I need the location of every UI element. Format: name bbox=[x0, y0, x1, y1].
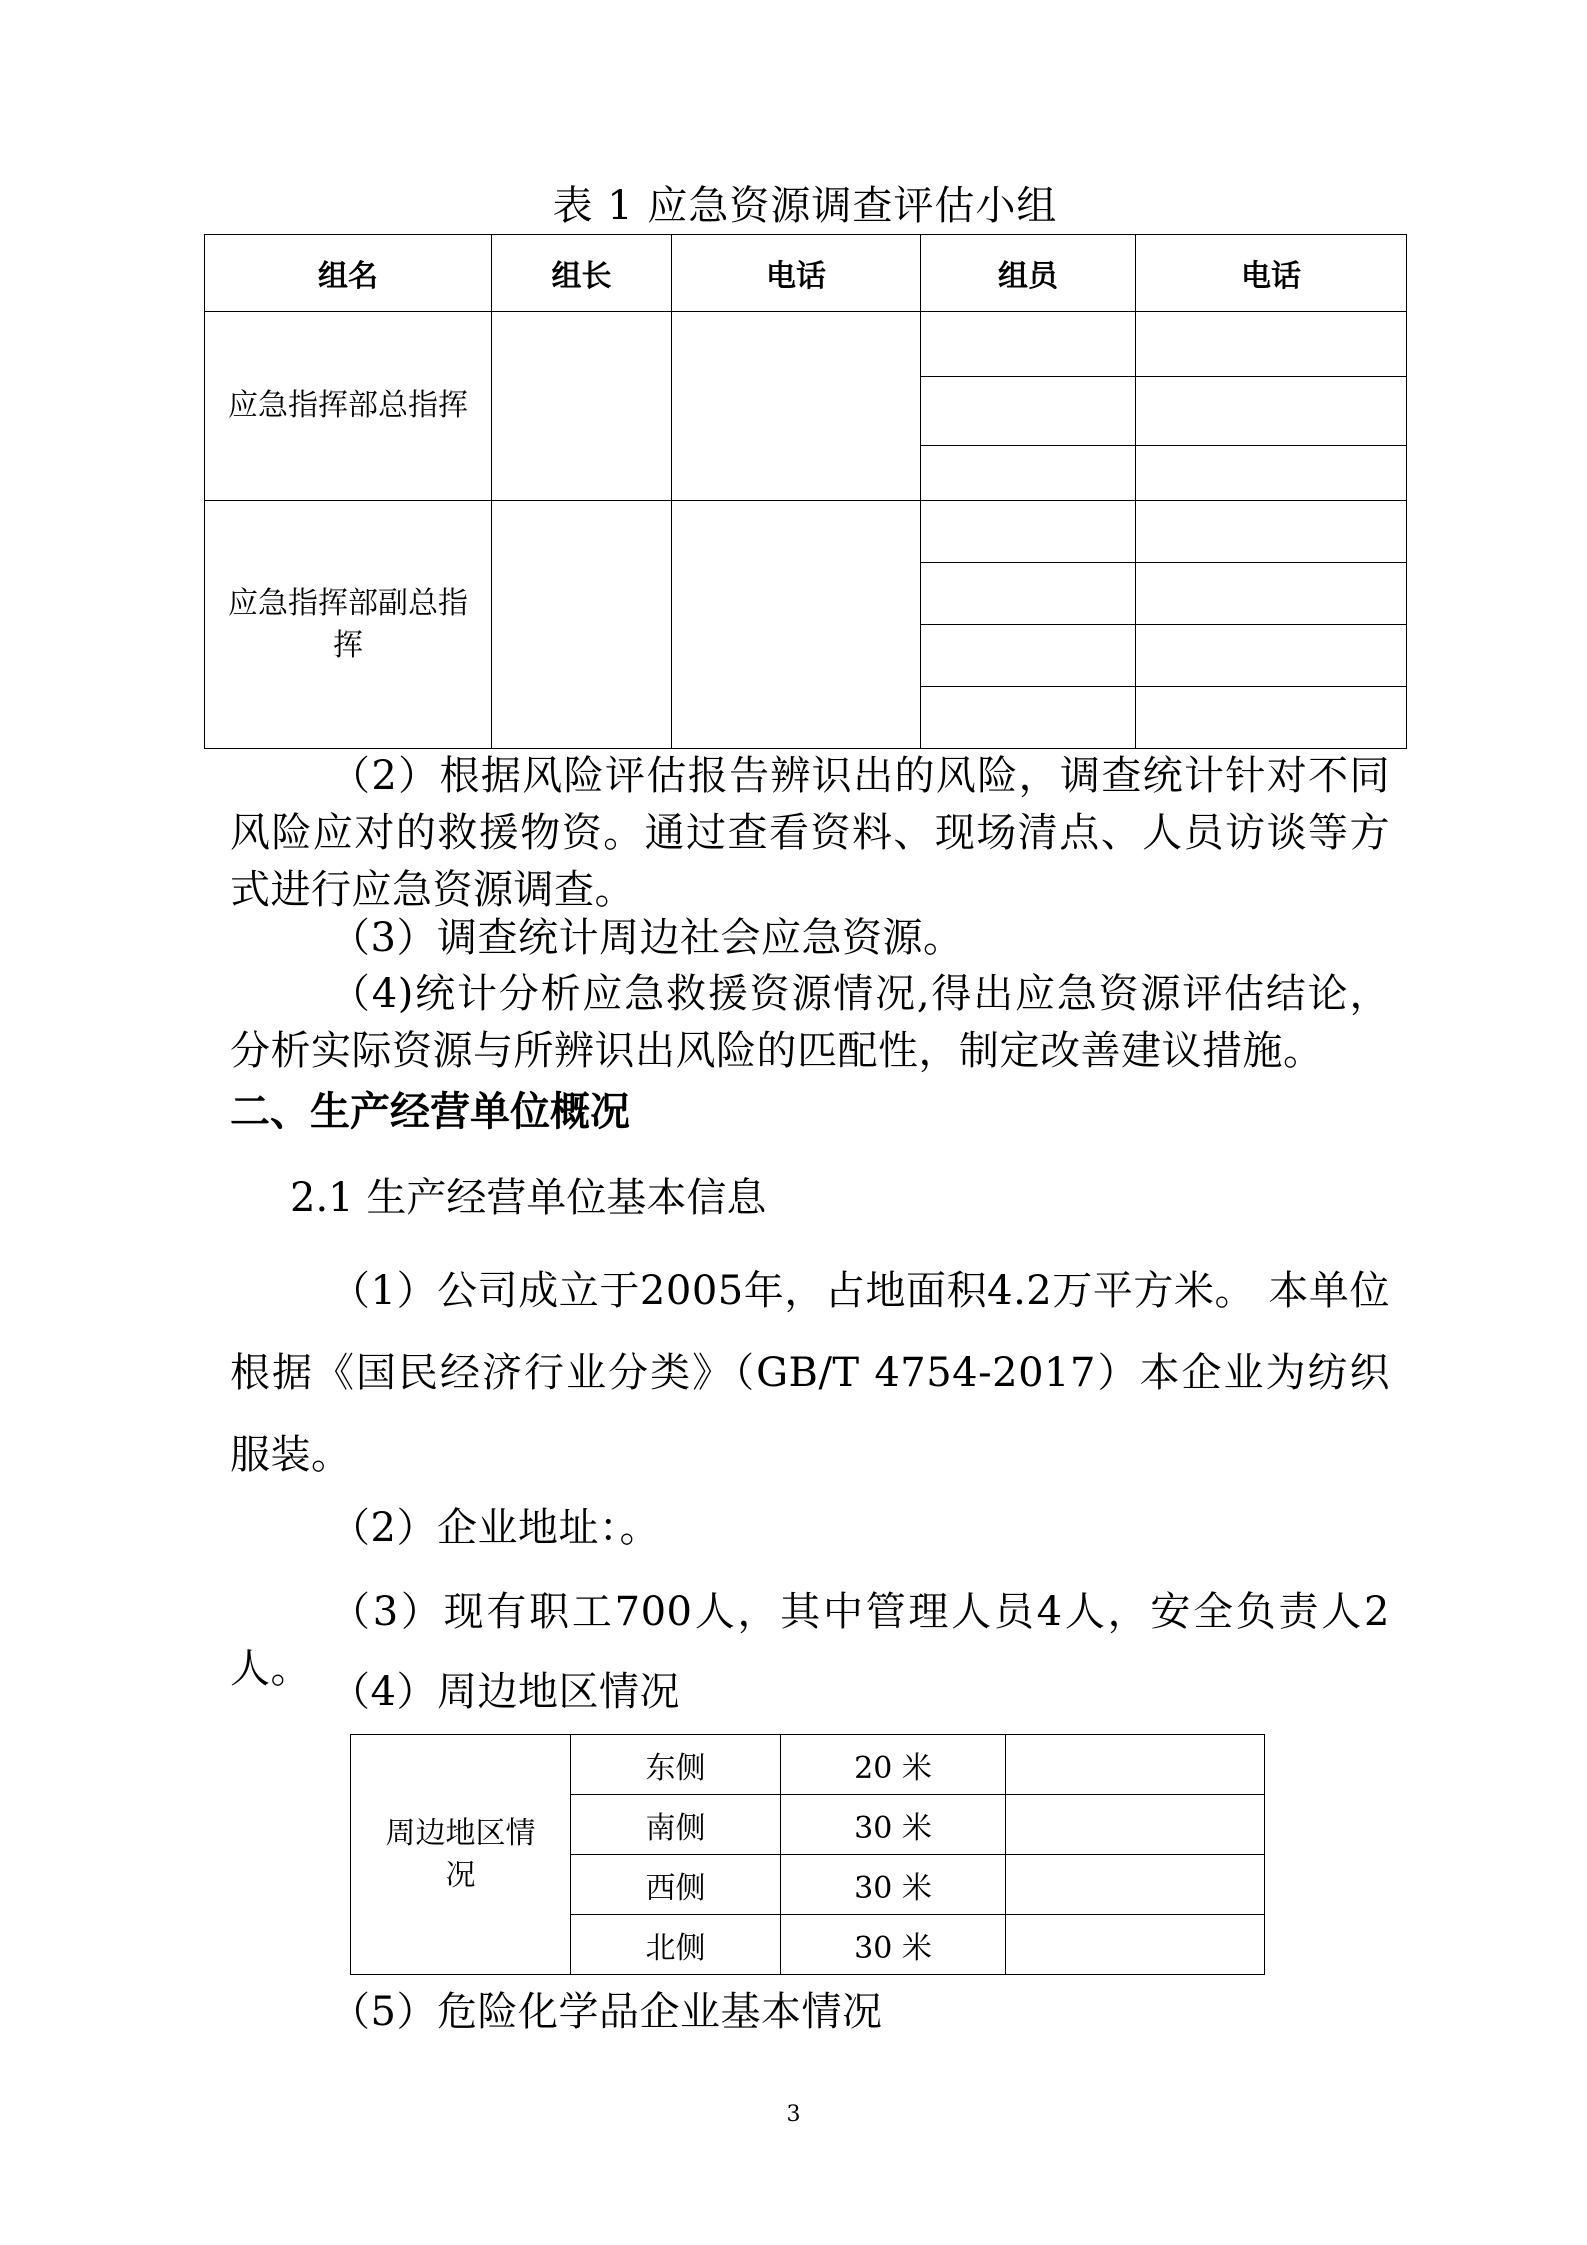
distance-cell: 30 米 bbox=[781, 1795, 1006, 1855]
distance-cell: 20 米 bbox=[781, 1735, 1006, 1795]
table-row bbox=[205, 312, 1407, 377]
side-cell: 西侧 bbox=[571, 1855, 781, 1915]
group-deputy-commander: 应急指挥部副总指挥 bbox=[205, 501, 492, 749]
note-cell bbox=[1006, 1855, 1265, 1915]
emergency-team-table bbox=[204, 234, 1407, 749]
section-heading: 二、生产经营单位概况 bbox=[230, 1088, 630, 1135]
header-leader: 组长 bbox=[492, 235, 672, 312]
item-1: （1）公司成立于2005年，占地面积4.2万平方米。 本单位根据《国民经济行业分类》（GB/T 4754-2017）本企业为纺织服装。 bbox=[230, 1268, 1390, 1478]
leader-phone-cell bbox=[672, 312, 921, 501]
header-member-phone: 电话 bbox=[1136, 235, 1407, 312]
item-2: （2）企业地址：。 bbox=[330, 1505, 660, 1551]
member-phone-cell bbox=[1136, 446, 1407, 501]
member-cell bbox=[921, 377, 1136, 446]
member-cell bbox=[921, 312, 1136, 377]
item-3: （3）现有职工700人，其中管理人员4人，安全负责人2人。 bbox=[230, 1589, 1390, 1692]
table-row bbox=[205, 501, 1407, 563]
note-cell bbox=[1006, 1915, 1265, 1975]
member-phone-cell bbox=[1136, 563, 1407, 625]
paragraph-3: （3）调查统计周边社会应急资源。 bbox=[330, 915, 964, 961]
table1-caption: 表 1 应急资源调查评估小组 bbox=[552, 183, 1058, 229]
surrounding-group-cell: 周边地区情况 bbox=[351, 1735, 571, 1975]
leader-cell bbox=[492, 312, 672, 501]
leader-phone-cell bbox=[672, 501, 921, 749]
paragraph-4: （4)统计分析应急救援资源情况,得出应急资源评估结论，分析实际资源与所辨识出风险的匹配性，制定改善建议措施。 bbox=[230, 971, 1390, 1074]
distance-cell: 30 米 bbox=[781, 1915, 1006, 1975]
item-4: （4）周边地区情况 bbox=[330, 1669, 680, 1715]
group-chief-commander: 应急指挥部总指挥 bbox=[205, 312, 492, 501]
member-cell bbox=[921, 501, 1136, 563]
side-cell: 南侧 bbox=[571, 1795, 781, 1855]
member-phone-cell bbox=[1136, 312, 1407, 377]
table-row bbox=[351, 1735, 1265, 1795]
member-phone-cell bbox=[1136, 687, 1407, 749]
paragraph-2: （2）根据风险评估报告辨识出的风险，调查统计针对不同风险应对的救援物资。通过查看资料、现场清点、人员访谈等方式进行应急资源调查。 bbox=[230, 753, 1390, 913]
member-cell bbox=[921, 563, 1136, 625]
note-cell bbox=[1006, 1795, 1265, 1855]
item-5: （5）危险化学品企业基本情况 bbox=[330, 1989, 883, 2035]
member-phone-cell bbox=[1136, 625, 1407, 687]
member-cell bbox=[921, 625, 1136, 687]
surrounding-area-table bbox=[350, 1734, 1265, 1975]
subsection-heading: 2.1 生产经营单位基本信息 bbox=[290, 1175, 767, 1221]
table1-header-row bbox=[205, 235, 1407, 312]
side-cell: 北侧 bbox=[571, 1915, 781, 1975]
distance-cell: 30 米 bbox=[781, 1855, 1006, 1915]
member-cell bbox=[921, 687, 1136, 749]
header-leader-phone: 电话 bbox=[672, 235, 921, 312]
page-number: 3 bbox=[786, 2102, 801, 2127]
header-group-name: 组名 bbox=[205, 235, 492, 312]
side-cell: 东侧 bbox=[571, 1735, 781, 1795]
leader-cell bbox=[492, 501, 672, 749]
member-phone-cell bbox=[1136, 501, 1407, 563]
note-cell bbox=[1006, 1735, 1265, 1795]
header-member: 组员 bbox=[921, 235, 1136, 312]
member-cell bbox=[921, 446, 1136, 501]
member-phone-cell bbox=[1136, 377, 1407, 446]
